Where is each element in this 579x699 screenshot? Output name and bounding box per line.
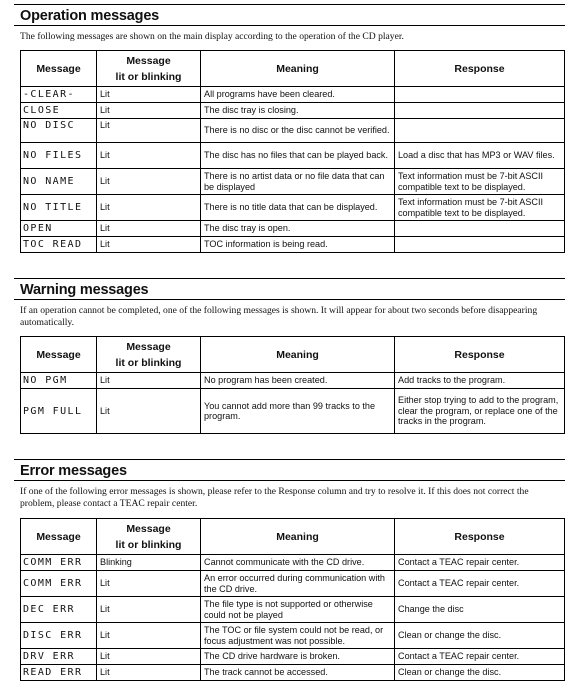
error-section — [14, 459, 565, 510]
header-lit-or-blinking — [97, 51, 201, 87]
header-response: Response — [395, 337, 565, 373]
lit-cell: Lit — [97, 237, 201, 253]
table-header-row — [21, 337, 565, 373]
message-cell: READ ERR — [21, 665, 97, 681]
message-cell: -CLEAR- — [21, 87, 97, 103]
message-cell: NO PGM — [21, 373, 97, 389]
section-title: Error messages — [20, 462, 127, 479]
lit-cell: Lit — [97, 87, 201, 103]
table-row — [21, 119, 565, 143]
operation-table — [20, 50, 565, 253]
lit-cell: Lit — [97, 571, 201, 597]
lit-cell: Lit — [97, 623, 201, 649]
lit-cell: Lit — [97, 373, 201, 389]
table-row — [21, 571, 565, 597]
table-header-row — [21, 519, 565, 555]
meaning-cell: You cannot add more than 99 tracks to the program. — [201, 389, 395, 434]
section-intro: If an operation cannot be completed, one of the following messages is shown. It will appear for about two seconds before disappearing automatically. — [20, 305, 538, 328]
header-message: Message — [21, 519, 97, 555]
table-row — [21, 195, 565, 221]
response-cell — [395, 103, 565, 119]
warning-section — [14, 278, 565, 329]
response-cell: Text information must be 7-bit ASCII compatible text to be displayed. — [395, 195, 565, 221]
meaning-cell: TOC information is being read. — [201, 237, 395, 253]
meaning-cell: All programs have been cleared. — [201, 87, 395, 103]
header-lit-or-blinking — [97, 337, 201, 373]
message-cell: NO NAME — [21, 169, 97, 195]
meaning-cell: There is no title data that can be displayed. — [201, 195, 395, 221]
meaning-cell: There is no artist data or no file data that can be displayed — [201, 169, 395, 195]
response-cell — [395, 119, 565, 143]
response-cell — [395, 237, 565, 253]
lit-cell: Blinking — [97, 555, 201, 571]
header-lit-line2: lit or blinking — [115, 356, 182, 369]
message-cell: TOC READ — [21, 237, 97, 253]
header-meaning: Meaning — [201, 519, 395, 555]
table-row — [21, 221, 565, 237]
meaning-cell: The track cannot be accessed. — [201, 665, 395, 681]
message-cell: OPEN — [21, 221, 97, 237]
lit-cell: Lit — [97, 649, 201, 665]
header-lit-line1: Message — [126, 340, 171, 353]
section-header — [14, 278, 565, 300]
section-intro: If one of the following error messages is shown, please refer to the Response column and try to resolve it. If this does not correct the problem, please contact a TEAC repair center. — [20, 486, 529, 509]
table-row — [21, 237, 565, 253]
table-row — [21, 143, 565, 169]
header-response: Response — [395, 51, 565, 87]
lit-cell: Lit — [97, 195, 201, 221]
response-cell — [395, 221, 565, 237]
meaning-cell: The disc has no files that can be played back. — [201, 143, 395, 169]
header-meaning: Meaning — [201, 337, 395, 373]
lit-cell: Lit — [97, 169, 201, 195]
header-lit-line1: Message — [126, 522, 171, 535]
table-row — [21, 665, 565, 681]
table-row — [21, 169, 565, 195]
warning-table — [20, 336, 565, 434]
message-cell: NO DISC — [21, 119, 97, 143]
lit-cell: Lit — [97, 665, 201, 681]
header-meaning: Meaning — [201, 51, 395, 87]
table-row — [21, 87, 565, 103]
message-cell: DRV ERR — [21, 649, 97, 665]
lit-cell: Lit — [97, 389, 201, 434]
error-table — [20, 518, 565, 681]
section-intro: The following messages are shown on the main display according to the operation of the CD player. — [20, 31, 404, 42]
table-row — [21, 649, 565, 665]
message-cell: DEC ERR — [21, 597, 97, 623]
lit-cell: Lit — [97, 143, 201, 169]
message-cell: COMM ERR — [21, 571, 97, 597]
response-cell: Text information must be 7-bit ASCII compatible text to be displayed. — [395, 169, 565, 195]
table-row — [21, 623, 565, 649]
message-cell: CLOSE — [21, 103, 97, 119]
meaning-cell: The disc tray is closing. — [201, 103, 395, 119]
meaning-cell: The CD drive hardware is broken. — [201, 649, 395, 665]
header-lit-line2: lit or blinking — [115, 538, 182, 551]
response-cell: Add tracks to the program. — [395, 373, 565, 389]
lit-cell: Lit — [97, 119, 201, 143]
header-response: Response — [395, 519, 565, 555]
table-row — [21, 555, 565, 571]
table-row — [21, 389, 565, 434]
lit-cell: Lit — [97, 597, 201, 623]
message-cell: NO TITLE — [21, 195, 97, 221]
response-cell: Either stop trying to add to the program, clear the program, or replace one of the tracks in the program. — [395, 389, 565, 434]
lit-cell: Lit — [97, 221, 201, 237]
table-row — [21, 103, 565, 119]
meaning-cell: An error occurred during communication with the CD drive. — [201, 571, 395, 597]
response-cell: Load a disc that has MP3 or WAV files. — [395, 143, 565, 169]
section-title: Warning messages — [20, 281, 149, 298]
table-header-row — [21, 51, 565, 87]
response-cell: Contact a TEAC repair center. — [395, 555, 565, 571]
response-cell — [395, 87, 565, 103]
lit-cell: Lit — [97, 103, 201, 119]
operation-section — [14, 4, 565, 43]
header-lit-line1: Message — [126, 54, 171, 67]
table-row — [21, 373, 565, 389]
section-header — [14, 459, 565, 481]
message-cell: COMM ERR — [21, 555, 97, 571]
header-message: Message — [21, 337, 97, 373]
response-cell: Clean or change the disc. — [395, 623, 565, 649]
header-lit-line2: lit or blinking — [115, 70, 182, 83]
message-cell: PGM FULL — [21, 389, 97, 434]
table-row — [21, 597, 565, 623]
response-cell: Contact a TEAC repair center. — [395, 649, 565, 665]
section-title: Operation messages — [20, 7, 160, 24]
meaning-cell: The TOC or file system could not be read, or focus adjustment was not possible. — [201, 623, 395, 649]
meaning-cell: There is no disc or the disc cannot be verified. — [201, 119, 395, 143]
meaning-cell: The file type is not supported or otherwise could not be played — [201, 597, 395, 623]
meaning-cell: Cannot communicate with the CD drive. — [201, 555, 395, 571]
response-cell: Contact a TEAC repair center. — [395, 571, 565, 597]
header-lit-or-blinking — [97, 519, 201, 555]
response-cell: Clean or change the disc. — [395, 665, 565, 681]
meaning-cell: The disc tray is open. — [201, 221, 395, 237]
response-cell: Change the disc — [395, 597, 565, 623]
message-cell: DISC ERR — [21, 623, 97, 649]
section-header — [14, 4, 565, 26]
header-message: Message — [21, 51, 97, 87]
message-cell: NO FILES — [21, 143, 97, 169]
meaning-cell: No program has been created. — [201, 373, 395, 389]
